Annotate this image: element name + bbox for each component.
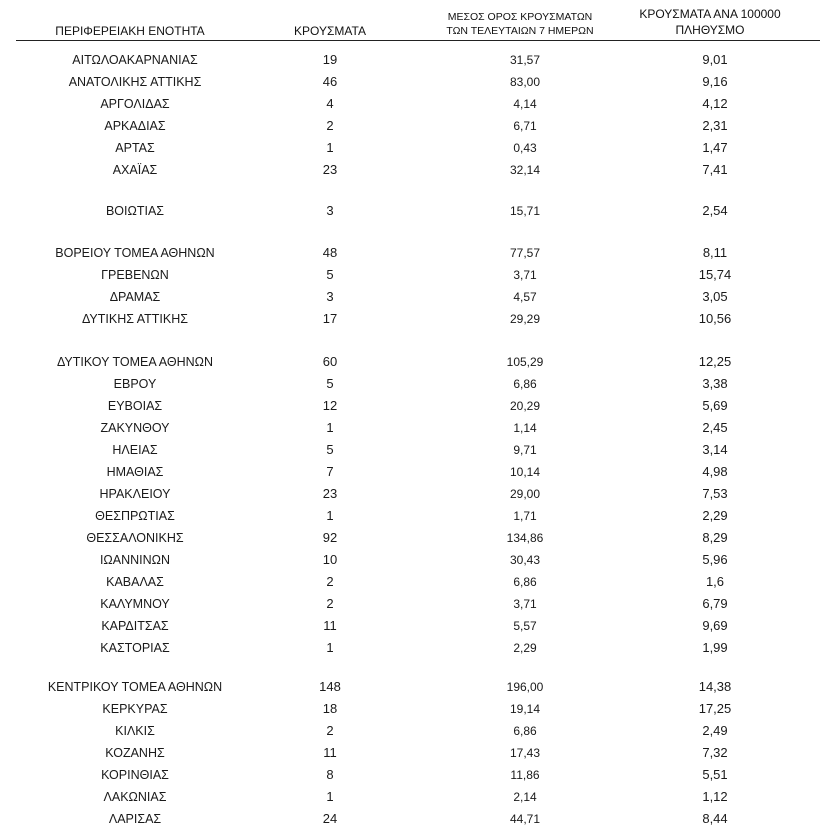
per-100000-cell: 9,69 (702, 618, 728, 633)
table-row (0, 374, 820, 394)
per-100000-cell: 5,69 (702, 398, 728, 413)
avg-7day-cell: 32,14 (509, 163, 541, 177)
avg-7day-cell: 15,71 (509, 204, 541, 218)
cases-cell: 19 (322, 52, 338, 67)
avg-7day-cell: 4,14 (513, 97, 537, 111)
cases-cell: 148 (319, 679, 341, 694)
region-cell: ΚΙΛΚΙΣ (115, 724, 155, 738)
avg-7day-cell: 2,14 (513, 790, 537, 804)
avg-7day-cell: 77,57 (509, 246, 541, 260)
table-row (0, 550, 820, 570)
cases-cell: 1 (326, 789, 334, 804)
cases-cell: 3 (326, 203, 334, 218)
table-row (0, 721, 820, 741)
avg-7day-cell: 196,00 (506, 680, 544, 694)
cases-cell: 10 (322, 552, 338, 567)
cases-cell: 11 (323, 618, 337, 633)
avg-7day-cell: 5,57 (513, 619, 537, 633)
table-row (0, 201, 820, 221)
region-cell: ΚΑΛΥΜΝΟΥ (100, 597, 170, 611)
avg-7day-cell: 29,29 (509, 312, 541, 326)
per-100000-cell: 1,12 (702, 789, 728, 804)
per-100000-cell: 8,44 (702, 811, 728, 826)
region-cell: ΘΕΣΠΡΩΤΙΑΣ (95, 509, 175, 523)
per-100000-cell: 12,25 (698, 354, 732, 369)
table-row (0, 160, 820, 180)
table-row (0, 265, 820, 285)
region-cell: ΑΙΤΩΛΟΑΚΑΡΝΑΝΙΑΣ (72, 53, 198, 67)
table-row (0, 638, 820, 658)
cases-cell: 17 (322, 311, 338, 326)
cases-cell: 48 (322, 245, 338, 260)
region-cell: ΕΒΡΟΥ (113, 377, 157, 391)
avg-7day-cell: 134,86 (506, 531, 544, 545)
per-100000-cell: 2,29 (702, 508, 728, 523)
per-100000-cell: 2,31 (702, 118, 728, 133)
avg-7day-cell: 1,14 (513, 421, 537, 435)
table-row (0, 484, 820, 504)
per-100000-cell: 8,11 (702, 245, 728, 260)
table-row (0, 616, 820, 636)
cases-cell: 1 (326, 640, 334, 655)
per-100000-cell: 10,56 (698, 311, 732, 326)
avg-7day-cell: 6,86 (513, 724, 537, 738)
table-row (0, 94, 820, 114)
region-cell: ΛΑΚΩΝΙΑΣ (103, 790, 167, 804)
region-cell: ΔΥΤΙΚΗΣ ΑΤΤΙΚΗΣ (82, 312, 188, 326)
avg-7day-cell: 9,71 (513, 443, 537, 457)
region-cell: ΖΑΚΥΝΘΟΥ (100, 421, 170, 435)
region-cell: ΑΡΤΑΣ (115, 141, 155, 155)
cases-cell: 5 (326, 267, 334, 282)
table-row (0, 287, 820, 307)
region-cell: ΚΟΖΑΝΗΣ (105, 746, 165, 760)
header-per-line2: ΠΛΗΘΥΣΜΟ (675, 23, 745, 37)
cases-cell: 11 (323, 745, 337, 760)
region-cell: ΑΝΑΤΟΛΙΚΗΣ ΑΤΤΙΚΗΣ (68, 75, 202, 89)
header-per-line1: ΚΡΟΥΣΜΑΤΑ ΑΝΑ 100000 (639, 7, 781, 21)
header-divider (16, 40, 820, 41)
avg-7day-cell: 11,86 (510, 768, 540, 782)
cases-cell: 92 (322, 530, 338, 545)
avg-7day-cell: 6,86 (513, 377, 537, 391)
cases-cell: 2 (326, 723, 334, 738)
region-cell: ΑΧΑΪΑΣ (112, 163, 158, 177)
table-row (0, 528, 820, 548)
per-100000-cell: 1,6 (705, 574, 725, 589)
avg-7day-cell: 19,14 (509, 702, 541, 716)
header-per-100000 (610, 6, 810, 38)
cases-cell: 7 (326, 464, 334, 479)
table-row (0, 72, 820, 92)
table-row (0, 440, 820, 460)
region-cell: ΙΩΑΝΝΙΝΩΝ (99, 553, 171, 567)
table-row (0, 243, 820, 263)
cases-cell: 1 (326, 508, 334, 523)
region-cell: ΗΡΑΚΛΕΙΟΥ (99, 487, 171, 501)
per-100000-cell: 9,01 (702, 52, 728, 67)
region-cell: ΚΑΡΔΙΤΣΑΣ (101, 619, 169, 633)
table-row (0, 50, 820, 70)
avg-7day-cell: 44,71 (509, 812, 541, 826)
avg-7day-cell: 83,00 (509, 75, 541, 89)
table-row (0, 572, 820, 592)
cases-cell: 2 (326, 118, 334, 133)
avg-7day-cell: 3,71 (513, 268, 537, 282)
table-row (0, 699, 820, 719)
table-row (0, 594, 820, 614)
per-100000-cell: 1,99 (702, 640, 728, 655)
avg-7day-cell: 31,57 (509, 53, 541, 67)
per-100000-cell: 9,16 (702, 74, 728, 89)
table-row (0, 309, 820, 329)
cases-cell: 2 (326, 596, 334, 611)
per-100000-cell: 5,51 (702, 767, 728, 782)
per-100000-cell: 7,53 (702, 486, 728, 501)
per-100000-cell: 5,96 (702, 552, 728, 567)
region-cell: ΔΡΑΜΑΣ (109, 290, 161, 304)
avg-7day-cell: 4,57 (513, 290, 537, 304)
per-100000-cell: 7,41 (702, 162, 728, 177)
table-row (0, 462, 820, 482)
region-cell: ΚΟΡΙΝΘΙΑΣ (101, 768, 169, 782)
cases-cell: 5 (326, 376, 334, 391)
table-row (0, 677, 820, 697)
table-row (0, 116, 820, 136)
per-100000-cell: 2,54 (702, 203, 728, 218)
avg-7day-cell: 6,86 (513, 575, 537, 589)
cases-cell: 46 (322, 74, 338, 89)
table-row (0, 396, 820, 416)
avg-7day-cell: 29,00 (509, 487, 541, 501)
per-100000-cell: 4,12 (702, 96, 728, 111)
region-cell: ΔΥΤΙΚΟΥ ΤΟΜΕΑ ΑΘΗΝΩΝ (56, 355, 214, 369)
region-cell: ΓΡΕΒΕΝΩΝ (101, 268, 169, 282)
per-100000-cell: 7,32 (702, 745, 728, 760)
table-row (0, 765, 820, 785)
cases-cell: 12 (322, 398, 338, 413)
region-cell: ΘΕΣΣΑΛΟΝΙΚΗΣ (86, 531, 184, 545)
region-cell: ΒΟΡΕΙΟΥ ΤΟΜΕΑ ΑΘΗΝΩΝ (55, 246, 215, 260)
per-100000-cell: 3,05 (702, 289, 728, 304)
avg-7day-cell: 20,29 (509, 399, 541, 413)
cases-cell: 3 (326, 289, 334, 304)
table-row (0, 138, 820, 158)
header-avg (415, 10, 625, 38)
cases-cell: 4 (326, 96, 334, 111)
region-cell: ΑΡΚΑΔΙΑΣ (104, 119, 166, 133)
table-row (0, 809, 820, 829)
header-region: ΠΕΡΙΦΕΡΕΙΑΚΗ ΕΝΟΤΗΤΑ (55, 24, 205, 38)
table-row (0, 352, 820, 372)
per-100000-cell: 8,29 (702, 530, 728, 545)
region-cell: ΕΥΒΟΙΑΣ (107, 399, 163, 413)
per-100000-cell: 2,45 (702, 420, 728, 435)
per-100000-cell: 1,47 (702, 140, 728, 155)
avg-7day-cell: 30,43 (509, 553, 541, 567)
per-100000-cell: 17,25 (698, 701, 732, 716)
per-100000-cell: 15,74 (698, 267, 732, 282)
table-row (0, 787, 820, 807)
cases-cell: 18 (322, 701, 338, 716)
avg-7day-cell: 1,71 (513, 509, 537, 523)
cases-cell: 24 (322, 811, 338, 826)
table-row (0, 418, 820, 438)
cases-cell: 1 (326, 140, 334, 155)
cases-cell: 2 (326, 574, 334, 589)
cases-cell: 23 (322, 486, 338, 501)
header-avg-line2: ΤΩΝ ΤΕΛΕΥΤΑΙΩΝ 7 ΗΜΕΡΩΝ (446, 25, 594, 37)
per-100000-cell: 3,38 (702, 376, 728, 391)
header-cases: ΚΡΟΥΣΜΑΤΑ (294, 24, 366, 38)
avg-7day-cell: 10,14 (509, 465, 541, 479)
region-cell: ΚΑΒΑΛΑΣ (106, 575, 164, 589)
per-100000-cell: 6,79 (702, 596, 728, 611)
per-100000-cell: 3,14 (702, 442, 728, 457)
avg-7day-cell: 105,29 (506, 355, 544, 369)
avg-7day-cell: 6,71 (513, 119, 537, 133)
table-row (0, 743, 820, 763)
region-cell: ΒΟΙΩΤΙΑΣ (105, 204, 165, 218)
avg-7day-cell: 3,71 (513, 597, 537, 611)
region-cell: ΛΑΡΙΣΑΣ (108, 812, 162, 826)
avg-7day-cell: 0,43 (513, 141, 537, 155)
cases-cell: 60 (322, 354, 338, 369)
region-cell: ΚΕΡΚΥΡΑΣ (102, 702, 168, 716)
avg-7day-cell: 2,29 (513, 641, 537, 655)
table-row (0, 506, 820, 526)
avg-7day-cell: 17,43 (509, 746, 541, 760)
region-cell: ΚΕΝΤΡΙΚΟΥ ΤΟΜΕΑ ΑΘΗΝΩΝ (47, 680, 223, 694)
cases-cell: 8 (326, 767, 334, 782)
region-cell: ΗΜΑΘΙΑΣ (106, 465, 164, 479)
per-100000-cell: 4,98 (702, 464, 728, 479)
region-cell: ΚΑΣΤΟΡΙΑΣ (100, 641, 170, 655)
region-cell: ΑΡΓΟΛΙΔΑΣ (100, 97, 170, 111)
per-100000-cell: 2,49 (702, 723, 728, 738)
header-avg-line1: ΜΕΣΟΣ ΟΡΟΣ ΚΡΟΥΣΜΑΤΩΝ (447, 11, 593, 23)
per-100000-cell: 14,38 (698, 679, 732, 694)
cases-cell: 23 (322, 162, 338, 177)
cases-cell: 1 (326, 420, 334, 435)
cases-cell: 5 (326, 442, 334, 457)
region-cell: ΗΛΕΙΑΣ (112, 443, 158, 457)
